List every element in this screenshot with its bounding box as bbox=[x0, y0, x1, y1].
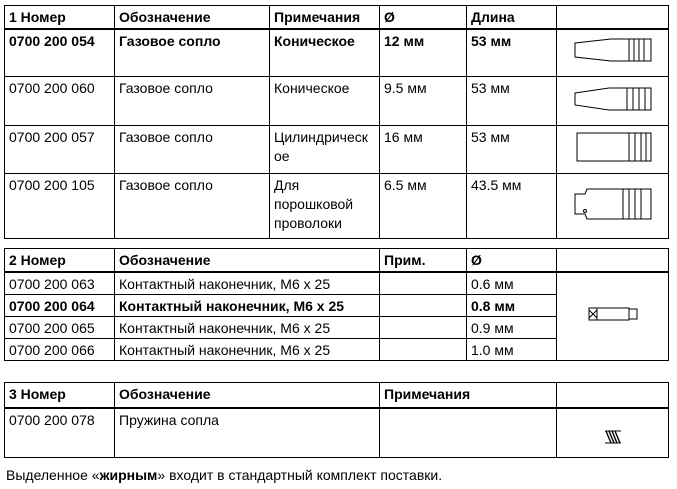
part-length: 53 мм bbox=[467, 77, 557, 126]
header-picture bbox=[557, 6, 669, 29]
part-name: Контактный наконечник, M6 x 25 bbox=[115, 316, 380, 338]
table-row bbox=[5, 174, 669, 239]
part-diameter: 6.5 мм bbox=[380, 174, 467, 239]
part-note bbox=[380, 338, 467, 360]
part-name: Газовое сопло bbox=[115, 174, 270, 239]
gas-nozzle-table bbox=[4, 5, 669, 239]
table-row bbox=[5, 77, 669, 126]
table-row bbox=[5, 126, 669, 174]
spring-icon bbox=[557, 408, 669, 458]
part-name: Контактный наконечник, M6 x 25 bbox=[115, 338, 380, 360]
part-number: 0700 200 064 bbox=[5, 294, 115, 316]
flux-wire-nozzle-icon bbox=[557, 174, 669, 239]
header-number: 1 Номер bbox=[5, 6, 115, 29]
footnote-bold-word: жирным bbox=[99, 467, 158, 483]
part-diameter: 16 мм bbox=[380, 126, 467, 174]
part-note bbox=[380, 408, 557, 458]
part-diameter: 0.6 мм bbox=[467, 272, 557, 295]
part-name: Газовое сопло bbox=[115, 126, 270, 174]
part-note: Для порошковой проволоки bbox=[270, 174, 380, 239]
header-diameter: Ø bbox=[380, 6, 467, 29]
table-row bbox=[5, 272, 669, 295]
part-diameter: 9.5 мм bbox=[380, 77, 467, 126]
header-designation: Обозначение bbox=[115, 383, 380, 408]
part-diameter: 12 мм bbox=[380, 29, 467, 77]
part-name: Контактный наконечник, M6 x 25 bbox=[115, 294, 380, 316]
part-number: 0700 200 060 bbox=[5, 77, 115, 126]
part-name: Газовое сопло bbox=[115, 77, 270, 126]
header-designation: Обозначение bbox=[115, 249, 380, 272]
header-designation: Обозначение bbox=[115, 6, 270, 29]
footnote-text-before: Выделенное « bbox=[6, 467, 100, 483]
part-diameter: 0.9 мм bbox=[467, 316, 557, 338]
part-number: 0700 200 066 bbox=[5, 338, 115, 360]
part-name: Контактный наконечник, M6 x 25 bbox=[115, 272, 380, 295]
footnote-text-after: » входит в стандартный комплект поставки. bbox=[157, 467, 443, 483]
header-number: 3 Номер bbox=[5, 383, 115, 408]
cylindrical-nozzle-icon bbox=[557, 126, 669, 174]
header-notes: Прим. bbox=[380, 249, 467, 272]
part-note bbox=[380, 316, 467, 338]
conical-nozzle-icon bbox=[557, 77, 669, 126]
part-number: 0700 200 054 bbox=[5, 29, 115, 77]
part-name: Пружина сопла bbox=[115, 408, 380, 458]
header-picture bbox=[557, 249, 669, 272]
part-length: 53 мм bbox=[467, 126, 557, 174]
footnote bbox=[6, 466, 442, 484]
part-diameter: 1.0 мм bbox=[467, 338, 557, 360]
part-number: 0700 200 065 bbox=[5, 316, 115, 338]
table-row bbox=[5, 408, 669, 458]
contact-tip-icon bbox=[557, 272, 669, 361]
header-diameter: Ø bbox=[467, 249, 557, 272]
header-notes: Примечания bbox=[270, 6, 380, 29]
part-length: 43.5 мм bbox=[467, 174, 557, 239]
part-note: Цилиндрическое bbox=[270, 126, 380, 174]
header-picture bbox=[557, 383, 669, 408]
part-length: 53 мм bbox=[467, 29, 557, 77]
part-note bbox=[380, 272, 467, 295]
header-number: 2 Номер bbox=[5, 249, 115, 272]
part-number: 0700 200 063 bbox=[5, 272, 115, 295]
part-note: Коническое bbox=[270, 29, 380, 77]
part-name: Газовое сопло bbox=[115, 29, 270, 77]
table-row bbox=[5, 29, 669, 77]
contact-tip-table bbox=[4, 248, 669, 361]
part-diameter: 0.8 мм bbox=[467, 294, 557, 316]
part-note: Коническое bbox=[270, 77, 380, 126]
nozzle-spring-table bbox=[4, 382, 669, 458]
part-note bbox=[380, 294, 467, 316]
part-number: 0700 200 078 bbox=[5, 408, 115, 458]
conical-nozzle-icon bbox=[557, 29, 669, 77]
header-notes: Примечания bbox=[380, 383, 557, 408]
part-number: 0700 200 105 bbox=[5, 174, 115, 239]
header-length: Длина bbox=[467, 6, 557, 29]
part-number: 0700 200 057 bbox=[5, 126, 115, 174]
